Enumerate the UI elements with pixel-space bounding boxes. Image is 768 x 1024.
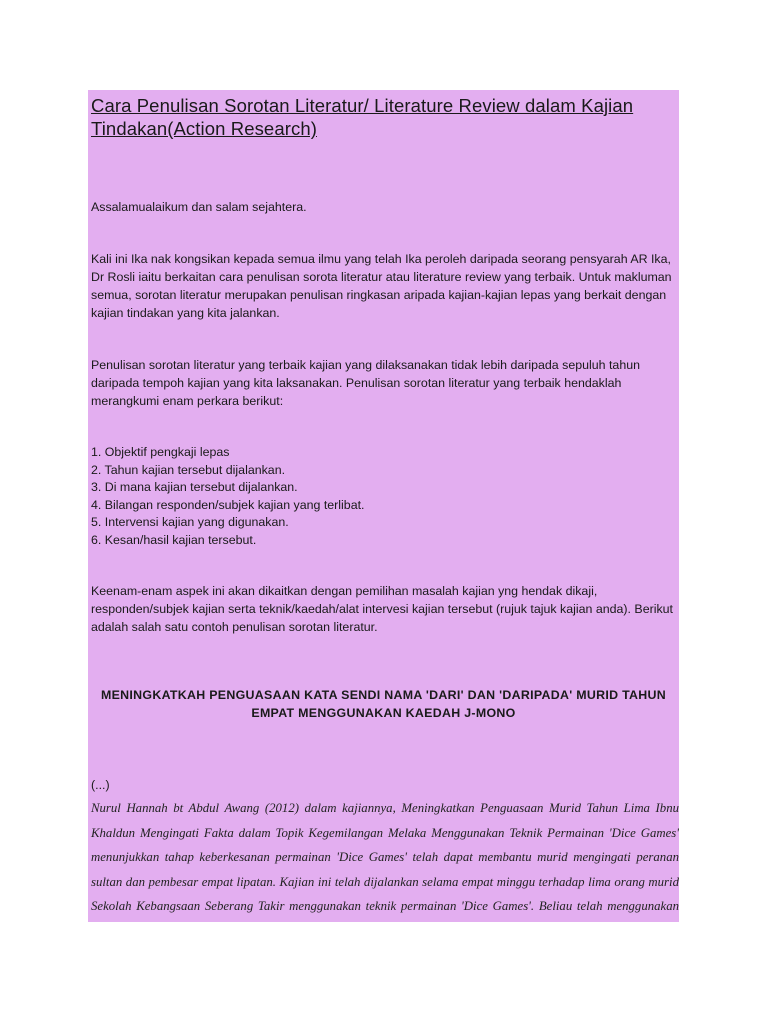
aspects-paragraph: Keenam-enam aspek ini akan dikaitkan dengan pemilihan masalah kajian yng hendak dikaji, responden/subjek kajian serta teknik/kaedah/alat intervesi kajian tersebut (rujuk tajuk kajian anda). Berikut adalah salah satu contoh penulisan sorotan literatur. — [91, 584, 673, 634]
list-item: 1. Objektif pengkaji lepas — [91, 445, 230, 459]
document-body — [88, 90, 679, 922]
example-paragraph: Nurul Hannah bt Abdul Awang (2012) dalam kajiannya, Meningkatkan Penguasaan Murid Tahun Lima Ibnu Khaldun Mengingati Fakta dalam Topik Kegemilangan Melaka Menggunakan Teknik Permainan 'Dice Games' menunjukkan tahap keberkesanan permainan 'Dice Games' telah dapat membantu murid mengingati peranan sultan dan pembesar empat lipatan. Kajian ini telah dijalankan selama empat minggu terhadap lima orang murid Sekolah Kebangsaan Seberang Takir menggunakan teknik permainan 'Dice Games'. Beliau telah menggunakan — [91, 801, 679, 913]
list-item: 3. Di mana kajian tersebut dijalankan. — [91, 480, 298, 495]
criteria-list — [91, 444, 651, 550]
example-heading: MENINGKATKAH PENGUASAAN KATA SENDI NAMA 'DARI' DAN 'DARIPADA' MURID TAHUN EMPAT MENGGUNAKAN KAEDAH J-MONO — [100, 688, 667, 720]
greeting-paragraph: Assalamualaikum dan salam sejahtera. — [91, 200, 307, 214]
list-item: 5. Intervensi kajian yang digunakan. — [91, 515, 289, 530]
list-item: 2. Tahun kajian tersebut dijalankan. — [91, 462, 286, 477]
document-title: Cara Penulisan Sorotan Literatur/ Literature Review dalam Kajian Tindakan(Action Research) — [91, 95, 634, 139]
criteria-paragraph: Penulisan sorotan literatur yang terbaik kajian yang dilaksanakan tidak lebih daripada sepuluh tahun daripada tempoh kajian yang kita laksanakan. Penulisan sorotan literatur yang terbaik hendaklah merangkumi enam perkara berikut: — [91, 358, 640, 408]
list-item: 6. Kesan/hasil kajian tersebut. — [91, 532, 257, 547]
intro-paragraph: Kali ini Ika nak kongsikan kepada semua ilmu yang telah Ika peroleh daripada seorang pensyarah AR Ika, Dr Rosli iaitu berkaitan cara penulisan sorota literatur atau literature review yang terbaik. Untuk makluman semua, sorotan literatur merupakan penulisan ringkasan aripada kajian-kajian lepas yang berkait dengan kajian tindakan yang kita jalankan. — [91, 252, 672, 320]
list-item: 4. Bilangan responden/subjek kajian yang terlibat. — [91, 497, 365, 512]
ellipsis-text: (...) — [91, 778, 110, 792]
